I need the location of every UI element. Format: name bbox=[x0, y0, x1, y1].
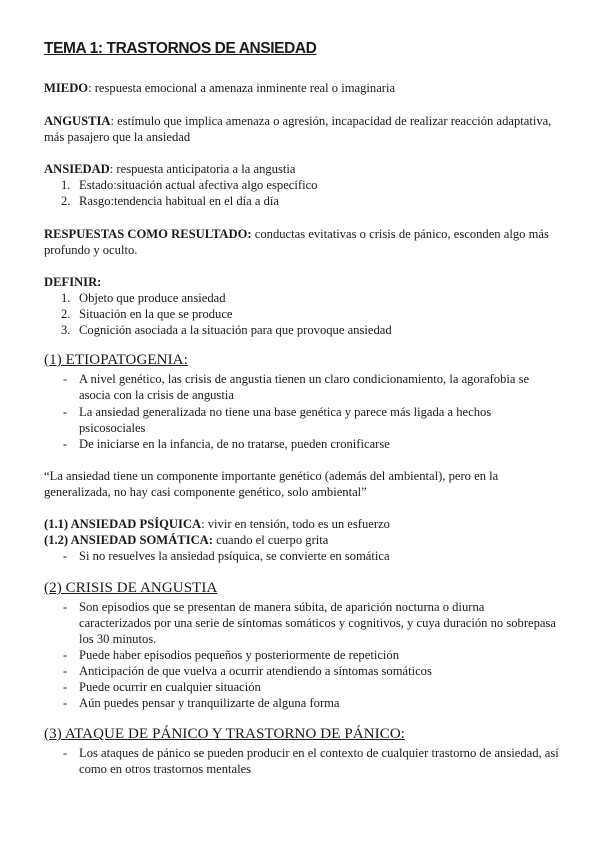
bullet-dash: - bbox=[63, 746, 68, 760]
bullet-text: A nivel genético, las crisis de angustia tienen un claro condicionamiento, la agorafobia se asocia con la crisis de angustia bbox=[79, 372, 530, 402]
bullet-dash: - bbox=[63, 680, 68, 694]
bullet-dash: - bbox=[63, 405, 68, 419]
bullet-item bbox=[63, 599, 559, 647]
bullet-dash: - bbox=[63, 437, 68, 451]
bullet-item bbox=[63, 695, 559, 711]
definition-ansiedad bbox=[44, 161, 295, 177]
definition-respuestas bbox=[44, 226, 556, 258]
section-heading-ataque: (3) ATAQUE DE PÁNICO Y TRASTORNO DE PÁNICO: bbox=[44, 726, 406, 742]
item-number: 2. bbox=[61, 194, 71, 208]
bullet-text: Son episodios que se presentan de manera súbita, de aparición nocturna o diurna caracterizados por una serie de síntomas somáticos y cognitivos, y cuya duración no sobrepasa los 30 minutos. bbox=[79, 600, 557, 646]
bullet-dash: - bbox=[63, 664, 68, 678]
section-heading-etiopatogenia: (1) ETIOPATOGENIA: bbox=[44, 352, 188, 368]
item-number: 2. bbox=[61, 307, 71, 321]
bullet-text: Puede ocurrir en cualquier situación bbox=[79, 680, 261, 694]
item-text: Objeto que produce ansiedad bbox=[79, 291, 226, 305]
bullet-text: De iniciarse en la infancia, de no tratarse, pueden cronificarse bbox=[79, 437, 390, 451]
bullet-text: Puede haber episodios pequeños y posteriormente de repetición bbox=[79, 648, 399, 662]
list-item bbox=[61, 177, 317, 193]
bullet-dash: - bbox=[63, 648, 68, 662]
bullet-text: La ansiedad generalizada no tiene una base genética y parece más ligada a hechos psicosociales bbox=[79, 405, 492, 435]
term-psiquica: (1.1) ANSIEDAD PSÍQUICA bbox=[44, 517, 202, 531]
definir-label bbox=[44, 274, 101, 290]
bullet-dash: - bbox=[63, 696, 68, 710]
list-item bbox=[61, 290, 226, 306]
term-respuestas: RESPUESTAS COMO RESULTADO: bbox=[44, 227, 252, 241]
definition-miedo bbox=[44, 80, 395, 96]
bullet-item bbox=[63, 745, 559, 777]
term-angustia: ANGUSTIA bbox=[44, 114, 111, 128]
list-item bbox=[61, 193, 279, 209]
definition-angustia bbox=[44, 113, 556, 145]
item-number: 3. bbox=[61, 323, 71, 337]
bullet-dash: - bbox=[63, 600, 68, 614]
term-ansiedad: ANSIEDAD bbox=[44, 162, 110, 176]
bullet-item bbox=[63, 663, 559, 679]
bullet-text: Si no resuelves la ansiedad psíquica, se convierte en somática bbox=[79, 549, 390, 563]
def-psiquica: : vivir en tensión, todo es un esfuerzo bbox=[201, 517, 390, 531]
bullet-dash: - bbox=[63, 372, 68, 386]
def-miedo: : respuesta emocional a amenaza inminente real o imaginaria bbox=[88, 81, 396, 95]
bullet-item bbox=[63, 404, 559, 436]
item-number: 1. bbox=[61, 291, 71, 305]
term-miedo: MIEDO bbox=[44, 81, 89, 95]
bullet-item bbox=[63, 679, 559, 695]
item-text: Cognición asociada a la situación para que provoque ansiedad bbox=[79, 323, 392, 337]
section-heading-crisis: (2) CRISIS DE ANGUSTIA bbox=[44, 580, 218, 596]
page-title: TEMA 1: TRASTORNOS DE ANSIEDAD bbox=[44, 40, 317, 57]
bullet-text: Anticipación de que vuelva a ocurrir atendiendo a síntomas somáticos bbox=[79, 664, 432, 678]
def-somatica: cuando el cuerpo grita bbox=[212, 533, 329, 547]
def-respuestas: conductas evitativas o crisis de pánico, esconden algo más profundo y oculto. bbox=[44, 227, 549, 257]
list-item bbox=[61, 322, 392, 338]
term-somatica: (1.2) ANSIEDAD SOMÁTICA: bbox=[44, 533, 213, 547]
bullet-text: Aún puedes pensar y tranquilizarte de alguna forma bbox=[79, 696, 340, 710]
def-angustia: : estímulo que implica amenaza o agresión, incapacidad de realizar reacción adaptativa, más pasajero que la ansiedad bbox=[44, 114, 552, 144]
bullet-item bbox=[63, 647, 559, 663]
term-definir: DEFINIR: bbox=[44, 275, 102, 289]
list-item bbox=[61, 306, 233, 322]
definition-somatica bbox=[44, 532, 328, 548]
definition-psiquica bbox=[44, 516, 390, 532]
item-text: Estado:situación actual afectiva algo específico bbox=[79, 178, 318, 192]
bullet-text: Los ataques de pánico se pueden producir en el contexto de cualquier trastorno de ansiedad, así como en otros trastornos mentales bbox=[79, 746, 559, 776]
item-number: 1. bbox=[61, 178, 71, 192]
item-text: Rasgo:tendencia habitual en el día a día bbox=[79, 194, 280, 208]
bullet-dash: - bbox=[63, 549, 68, 563]
bullet-item bbox=[63, 436, 559, 452]
item-text: Situación en la que se produce bbox=[79, 307, 233, 321]
def-ansiedad: : respuesta anticipatoria a la angustia bbox=[109, 162, 296, 176]
bullet-item bbox=[63, 371, 559, 403]
bullet-item bbox=[63, 548, 559, 564]
quote-paragraph: “La ansiedad tiene un componente importante genético (además del ambiental), pero en la generalizada, no hay casi componente genético, solo ambiental” bbox=[44, 469, 499, 499]
